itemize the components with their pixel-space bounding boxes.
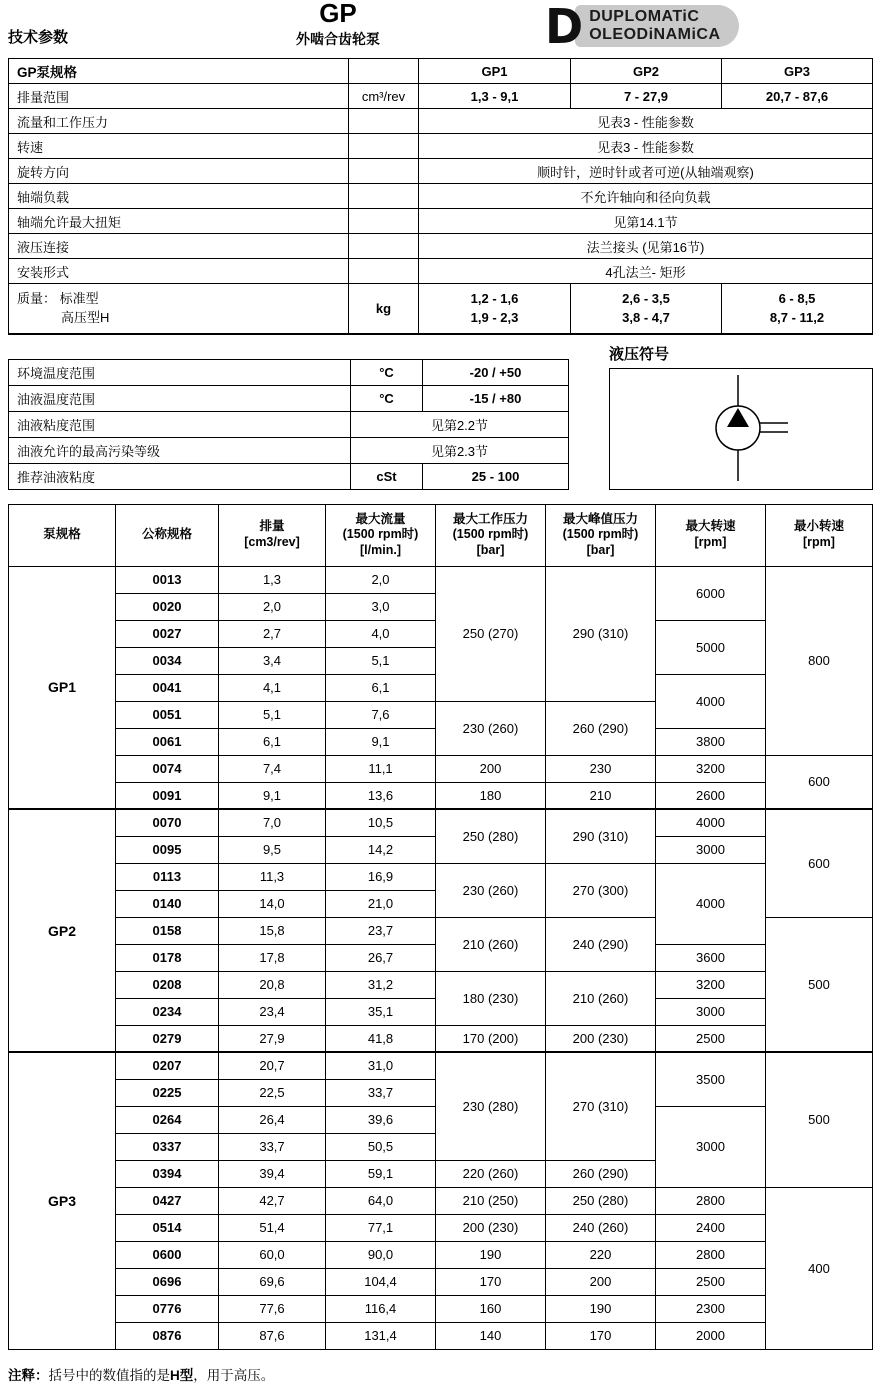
perf-row: [9, 566, 873, 593]
spec-table: [8, 58, 873, 335]
spec-row: [9, 159, 873, 184]
row-label: 油液允许的最高污染等级: [9, 437, 351, 463]
title-block: [238, 0, 438, 49]
unit-cell: cSt: [351, 463, 423, 489]
value-cell: 20,7 - 87,6: [722, 84, 873, 109]
perf-value-cell: 104,4: [326, 1268, 436, 1295]
perf-value-cell: 270 (310): [546, 1052, 656, 1160]
perf-value-cell: 4000: [656, 863, 766, 944]
pump-code-cell: 0264: [116, 1106, 219, 1133]
perf-value-cell: 3,4: [219, 647, 326, 674]
perf-row: [9, 1322, 873, 1349]
perf-row: [9, 1214, 873, 1241]
perf-row: [9, 1052, 873, 1079]
page-title: GP: [319, 0, 357, 28]
value-cell: 见第2.2节: [351, 411, 569, 437]
perf-value-cell: 7,6: [326, 701, 436, 728]
perf-value-cell: 2500: [656, 1025, 766, 1052]
perf-value-cell: 270 (300): [546, 863, 656, 917]
perf-value-cell: 3000: [656, 998, 766, 1025]
perf-value-cell: 240 (260): [546, 1214, 656, 1241]
perf-value-cell: 230 (260): [436, 863, 546, 917]
perf-value-cell: 3200: [656, 755, 766, 782]
perf-value-cell: 250 (270): [436, 566, 546, 701]
perf-value-cell: 210 (260): [546, 971, 656, 1025]
perf-row: [9, 1025, 873, 1052]
col-header-gp2: GP2: [571, 59, 722, 84]
row-label: 轴端负载: [9, 184, 349, 209]
perf-col-header: 最小转速 [rpm]: [766, 504, 873, 566]
perf-value-cell: 210: [546, 782, 656, 809]
perf-value-cell: 90,0: [326, 1241, 436, 1268]
row-label: 安装形式: [9, 259, 349, 284]
perf-row: [9, 809, 873, 836]
empty-cell: [349, 184, 419, 209]
perf-value-cell: 200: [436, 755, 546, 782]
pump-code-cell: 0178: [116, 944, 219, 971]
perf-value-cell: 2300: [656, 1295, 766, 1322]
pump-code-cell: 0041: [116, 674, 219, 701]
pump-code-cell: 0208: [116, 971, 219, 998]
logo-line1: DUPLOMATiC: [589, 7, 700, 25]
row-label: 转速: [9, 134, 349, 159]
perf-value-cell: 9,1: [326, 728, 436, 755]
perf-value-cell: 16,9: [326, 863, 436, 890]
perf-value-cell: 50,5: [326, 1133, 436, 1160]
pump-code-cell: 0158: [116, 917, 219, 944]
perf-value-cell: 240 (290): [546, 917, 656, 971]
perf-value-cell: 39,4: [219, 1160, 326, 1187]
perf-row: [9, 1187, 873, 1214]
mass-gp2-std: 2,6 - 3,5: [622, 290, 670, 306]
mass-label-line2: 高压型H: [61, 310, 110, 326]
pump-code-cell: 0013: [116, 566, 219, 593]
perf-value-cell: 41,8: [326, 1025, 436, 1052]
perf-value-cell: 160: [436, 1295, 546, 1322]
perf-value-cell: 250 (280): [436, 809, 546, 863]
perf-value-cell: 26,7: [326, 944, 436, 971]
perf-value-cell: 131,4: [326, 1322, 436, 1349]
fluid-row: [9, 359, 569, 385]
pump-code-cell: 0600: [116, 1241, 219, 1268]
perf-value-cell: 69,6: [219, 1268, 326, 1295]
pump-code-cell: 0113: [116, 863, 219, 890]
pump-code-cell: 0427: [116, 1187, 219, 1214]
empty-cell: [349, 209, 419, 234]
perf-value-cell: 11,1: [326, 755, 436, 782]
perf-value-cell: 22,5: [219, 1079, 326, 1106]
perf-value-cell: 5,1: [219, 701, 326, 728]
perf-value-cell: 170 (200): [436, 1025, 546, 1052]
value-cell: 见表3 - 性能参数: [419, 109, 873, 134]
pump-code-cell: 0337: [116, 1133, 219, 1160]
perf-value-cell: 51,4: [219, 1214, 326, 1241]
fluid-row: [9, 437, 569, 463]
pump-code-cell: 0070: [116, 809, 219, 836]
perf-value-cell: 15,8: [219, 917, 326, 944]
perf-value-cell: 4000: [656, 809, 766, 836]
perf-col-header: 排量 [cm3/rev]: [219, 504, 326, 566]
row-label: 旋转方向: [9, 159, 349, 184]
spec-header-row: [9, 59, 873, 84]
page-subtitle: 外啮合齿轮泵: [296, 31, 380, 48]
unit-cell: °C: [351, 385, 423, 411]
perf-value-cell: 27,9: [219, 1025, 326, 1052]
row-label: 液压连接: [9, 234, 349, 259]
perf-value-cell: 39,6: [326, 1106, 436, 1133]
pump-code-cell: 0140: [116, 890, 219, 917]
fluid-table: [8, 359, 569, 490]
perf-value-cell: 800: [766, 566, 873, 755]
spec-row: [9, 134, 873, 159]
perf-value-cell: 2,7: [219, 620, 326, 647]
spec-row: [9, 109, 873, 134]
pump-code-cell: 0876: [116, 1322, 219, 1349]
col-header-gp3: GP3: [722, 59, 873, 84]
perf-value-cell: 180: [436, 782, 546, 809]
value-cell: 不允许轴向和径向负载: [419, 184, 873, 209]
value-cell: 见表3 - 性能参数: [419, 134, 873, 159]
perf-value-cell: 31,2: [326, 971, 436, 998]
duplomatic-logo: [545, 0, 739, 55]
perf-value-cell: 600: [766, 809, 873, 917]
pump-code-cell: 0034: [116, 647, 219, 674]
footnote-text1: 括号中的数值指的是: [48, 1367, 170, 1383]
value-cell: 法兰接头 (见第16节): [419, 234, 873, 259]
perf-value-cell: 77,1: [326, 1214, 436, 1241]
pump-code-cell: 0095: [116, 836, 219, 863]
pump-code-cell: 0394: [116, 1160, 219, 1187]
mass-label-line1: 质量： 标准型: [17, 290, 99, 306]
spec-row: [9, 259, 873, 284]
perf-value-cell: 14,0: [219, 890, 326, 917]
perf-value-cell: 23,4: [219, 998, 326, 1025]
perf-value-cell: 180 (230): [436, 971, 546, 1025]
perf-value-cell: 2800: [656, 1241, 766, 1268]
perf-value-cell: 140: [436, 1322, 546, 1349]
perf-col-header: 最大工作压力 (1500 rpm时) [bar]: [436, 504, 546, 566]
logo-letter-icon: D: [545, 0, 582, 55]
pump-code-cell: 0074: [116, 755, 219, 782]
pump-code-cell: 0027: [116, 620, 219, 647]
perf-value-cell: 600: [766, 755, 873, 809]
perf-value-cell: 116,4: [326, 1295, 436, 1322]
empty-cell: [349, 234, 419, 259]
unit-cell: cm³/rev: [349, 84, 419, 109]
perf-value-cell: 220: [546, 1241, 656, 1268]
row-label: 环境温度范围: [9, 359, 351, 385]
section-label: 技术参数: [8, 29, 69, 46]
pump-code-cell: 0234: [116, 998, 219, 1025]
perf-value-cell: 6,1: [326, 674, 436, 701]
row-label: [9, 284, 349, 334]
empty-cell: [349, 159, 419, 184]
pump-code-cell: 0020: [116, 593, 219, 620]
perf-value-cell: 5,1: [326, 647, 436, 674]
empty-cell: [349, 134, 419, 159]
logo-wordmark: [575, 5, 738, 47]
value-cell: 见第14.1节: [419, 209, 873, 234]
pump-group-cell: GP1: [9, 566, 116, 809]
perf-value-cell: 200: [546, 1268, 656, 1295]
perf-value-cell: 42,7: [219, 1187, 326, 1214]
perf-value-cell: 210 (250): [436, 1187, 546, 1214]
perf-value-cell: 1,3: [219, 566, 326, 593]
perf-row: [9, 971, 873, 998]
logo-line2: OLEODiNAMiCA: [589, 25, 721, 43]
perf-col-header: 最大转速 [rpm]: [656, 504, 766, 566]
mass-gp1-std: 1,2 - 1,6: [470, 290, 519, 306]
perf-value-cell: 2,0: [219, 593, 326, 620]
pump-code-cell: 0051: [116, 701, 219, 728]
value-cell: [722, 284, 873, 334]
perf-value-cell: 3800: [656, 728, 766, 755]
perf-value-cell: 260 (290): [546, 701, 656, 755]
spec-row-mass: [9, 284, 873, 334]
perf-value-cell: 500: [766, 1052, 873, 1187]
performance-table: [8, 504, 873, 1350]
perf-value-cell: 260 (290): [546, 1160, 656, 1187]
perf-value-cell: 290 (310): [546, 809, 656, 863]
pump-group-cell: GP2: [9, 809, 116, 1052]
perf-value-cell: 2400: [656, 1214, 766, 1241]
hydraulic-symbol-panel: [609, 343, 873, 490]
unit-cell: kg: [349, 284, 419, 334]
perf-value-cell: 6,1: [219, 728, 326, 755]
perf-value-cell: 2,0: [326, 566, 436, 593]
row-label: 排量范围: [9, 84, 349, 109]
perf-value-cell: 10,5: [326, 809, 436, 836]
perf-value-cell: 23,7: [326, 917, 436, 944]
perf-value-cell: 21,0: [326, 890, 436, 917]
perf-value-cell: 200 (230): [436, 1214, 546, 1241]
perf-value-cell: 290 (310): [546, 566, 656, 701]
perf-value-cell: 210 (260): [436, 917, 546, 971]
perf-value-cell: 13,6: [326, 782, 436, 809]
perf-value-cell: 170: [546, 1322, 656, 1349]
perf-value-cell: 220 (260): [436, 1160, 546, 1187]
perf-col-header: 公称规格: [116, 504, 219, 566]
perf-value-cell: 2600: [656, 782, 766, 809]
perf-value-cell: 250 (280): [546, 1187, 656, 1214]
value-cell: -20 / +50: [423, 359, 569, 385]
value-cell: 4孔法兰- 矩形: [419, 259, 873, 284]
value-cell: -15 / +80: [423, 385, 569, 411]
perf-col-header: 最大流量 (1500 rpm时) [l/min.]: [326, 504, 436, 566]
perf-value-cell: 60,0: [219, 1241, 326, 1268]
pump-code-cell: 0696: [116, 1268, 219, 1295]
value-cell: [571, 284, 722, 334]
pump-code-cell: 0061: [116, 728, 219, 755]
perf-value-cell: 7,4: [219, 755, 326, 782]
spec-header-label: GP泵规格: [9, 59, 349, 84]
perf-value-cell: 64,0: [326, 1187, 436, 1214]
perf-value-cell: 4,0: [326, 620, 436, 647]
perf-value-cell: 9,1: [219, 782, 326, 809]
perf-value-cell: 33,7: [326, 1079, 436, 1106]
perf-row: [9, 755, 873, 782]
perf-value-cell: 20,7: [219, 1052, 326, 1079]
row-label: 推荐油液粘度: [9, 463, 351, 489]
perf-col-header: 泵规格: [9, 504, 116, 566]
row-label: 油液温度范围: [9, 385, 351, 411]
mass-gp3-h: 8,7 - 11,2: [769, 310, 825, 326]
perf-value-cell: 77,6: [219, 1295, 326, 1322]
pump-group-cell: GP3: [9, 1052, 116, 1349]
perf-value-cell: 230: [546, 755, 656, 782]
perf-value-cell: 200 (230): [546, 1025, 656, 1052]
empty-cell: [349, 109, 419, 134]
perf-value-cell: 230 (260): [436, 701, 546, 755]
perf-value-cell: 3,0: [326, 593, 436, 620]
col-header-gp1: GP1: [419, 59, 571, 84]
row-label: 流量和工作压力: [9, 109, 349, 134]
perf-value-cell: 190: [436, 1241, 546, 1268]
pump-code-cell: 0207: [116, 1052, 219, 1079]
perf-value-cell: 190: [546, 1295, 656, 1322]
value-cell: 1,3 - 9,1: [419, 84, 571, 109]
empty-cell: [349, 59, 419, 84]
perf-value-cell: 87,6: [219, 1322, 326, 1349]
perf-value-cell: 170: [436, 1268, 546, 1295]
perf-value-cell: 31,0: [326, 1052, 436, 1079]
pump-code-cell: 0091: [116, 782, 219, 809]
perf-value-cell: 11,3: [219, 863, 326, 890]
mass-gp1-h: 1,9 - 2,3: [470, 310, 519, 326]
perf-value-cell: 4,1: [219, 674, 326, 701]
row-label: 油液粘度范围: [9, 411, 351, 437]
value-cell: 25 - 100: [423, 463, 569, 489]
mass-gp3-std: 6 - 8,5: [778, 290, 816, 306]
pump-code-cell: 0225: [116, 1079, 219, 1106]
perf-value-cell: 9,5: [219, 836, 326, 863]
perf-row: [9, 782, 873, 809]
pump-code-cell: 0279: [116, 1025, 219, 1052]
perf-value-cell: 2800: [656, 1187, 766, 1214]
perf-value-cell: 500: [766, 917, 873, 1052]
perf-value-cell: 26,4: [219, 1106, 326, 1133]
perf-value-cell: 3600: [656, 944, 766, 971]
footnote-prefix: 注释：: [8, 1367, 49, 1383]
pump-code-cell: 0776: [116, 1295, 219, 1322]
perf-value-cell: 2000: [656, 1322, 766, 1349]
unit-cell: °C: [351, 359, 423, 385]
mass-gp2-h: 3,8 - 4,7: [622, 310, 670, 326]
perf-value-cell: 3000: [656, 836, 766, 863]
perf-value-cell: 59,1: [326, 1160, 436, 1187]
perf-value-cell: 7,0: [219, 809, 326, 836]
row-label: 轴端允许最大扭矩: [9, 209, 349, 234]
perf-value-cell: 20,8: [219, 971, 326, 998]
perf-value-cell: 14,2: [326, 836, 436, 863]
spec-row-displacement: [9, 84, 873, 109]
perf-value-cell: 33,7: [219, 1133, 326, 1160]
perf-row: [9, 1295, 873, 1322]
perf-value-cell: 3000: [656, 1106, 766, 1187]
hydraulic-symbol-box: [609, 368, 873, 490]
perf-row: [9, 863, 873, 890]
perf-value-cell: 3500: [656, 1052, 766, 1106]
fluid-row: [9, 411, 569, 437]
value-cell: [419, 284, 571, 334]
fluid-row: [9, 385, 569, 411]
perf-value-cell: 35,1: [326, 998, 436, 1025]
spec-row: [9, 209, 873, 234]
perf-value-cell: 6000: [656, 566, 766, 620]
empty-cell: [349, 259, 419, 284]
pump-symbol-icon: [610, 369, 871, 488]
footnote-text2: ，用于高压。: [193, 1367, 275, 1383]
pump-code-cell: 0514: [116, 1214, 219, 1241]
perf-value-cell: 4000: [656, 674, 766, 728]
hydraulic-symbol-title: 液压符号: [609, 345, 670, 363]
perf-col-header: 最大峰值压力 (1500 rpm时) [bar]: [546, 504, 656, 566]
perf-header-row: [9, 504, 873, 566]
value-cell: 7 - 27,9: [571, 84, 722, 109]
perf-value-cell: 230 (280): [436, 1052, 546, 1160]
perf-row: [9, 1241, 873, 1268]
perf-value-cell: 3200: [656, 971, 766, 998]
spec-row: [9, 184, 873, 209]
perf-value-cell: 2500: [656, 1268, 766, 1295]
value-cell: 见第2.3节: [351, 437, 569, 463]
value-cell: 顺时针，逆时针或者可逆(从轴端观察): [419, 159, 873, 184]
spec-row: [9, 234, 873, 259]
perf-body: [9, 566, 873, 1349]
page-header: [8, 0, 872, 58]
perf-value-cell: 5000: [656, 620, 766, 674]
middle-section: [8, 345, 872, 490]
footnote-bold: H型: [170, 1367, 194, 1383]
perf-row: [9, 1268, 873, 1295]
fluid-row: [9, 463, 569, 489]
perf-value-cell: 400: [766, 1187, 873, 1349]
perf-value-cell: 17,8: [219, 944, 326, 971]
